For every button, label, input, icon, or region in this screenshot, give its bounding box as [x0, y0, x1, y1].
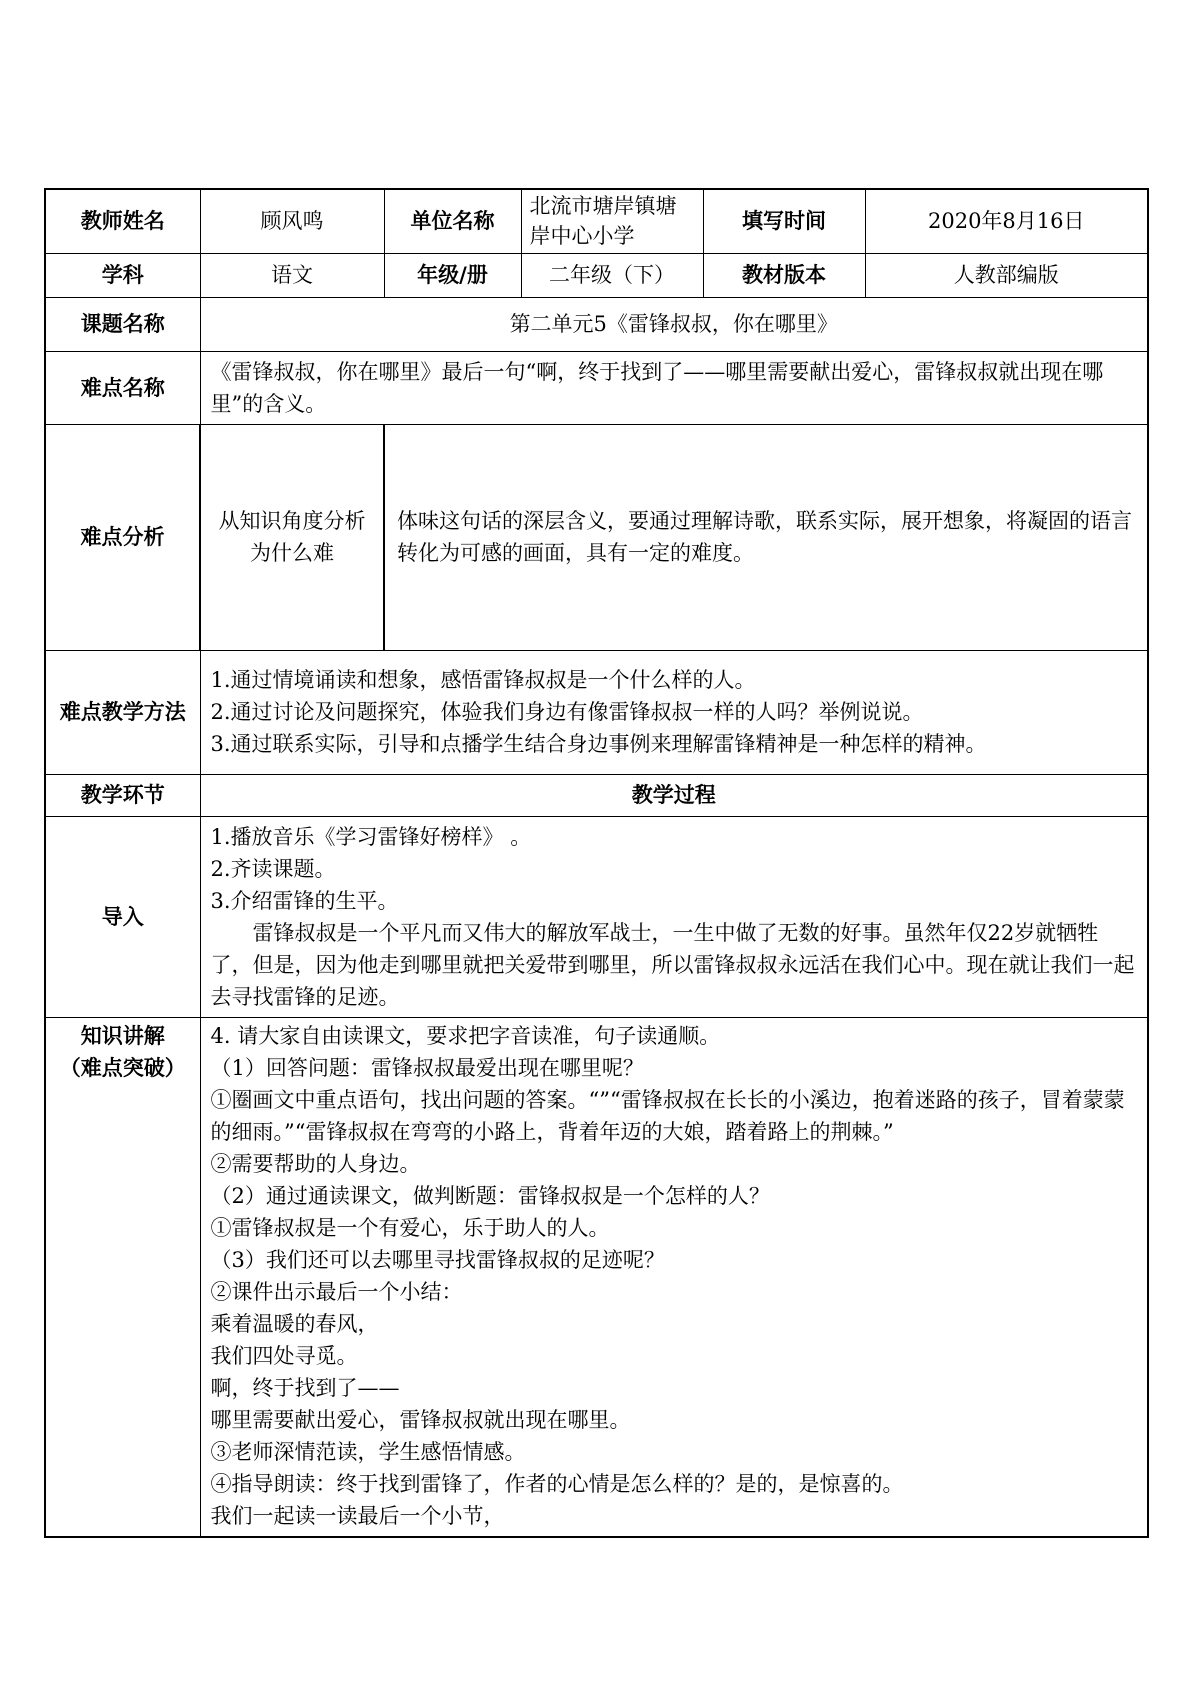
knowledge-line: ②需要帮助的人身边。 [210, 1151, 421, 1176]
knowledge-content [200, 1017, 1148, 1537]
intro-line-1: 1.播放音乐《学习雷锋好榜样》 。 [210, 824, 532, 849]
intro-line-3: 3.介绍雷锋的生平。 [210, 888, 399, 913]
analysis-sublabel: 从知识角度分析为什么难 [200, 424, 384, 650]
method-item-3: 3.通过联系实际，引导和点播学生结合身边事例来理解雷锋精神是一种怎样的精神。 [210, 732, 987, 756]
knowledge-line: （1）回答问题：雷锋叔叔最爱出现在哪里呢？ [210, 1055, 644, 1080]
knowledge-label-line1: 知识讲解 [80, 1023, 165, 1048]
knowledge-line: ③老师深情范读，学生感悟情感。 [210, 1439, 526, 1464]
edition-value: 人教部编版 [865, 253, 1148, 297]
intro-label: 导入 [45, 816, 200, 1017]
knowledge-line: 我们四处寻觅。 [210, 1343, 358, 1368]
method-item-2: 2.通过讨论及问题探究，体验我们身边有像雷锋叔叔一样的人吗？举例说说。 [210, 700, 924, 724]
knowledge-label [45, 1017, 200, 1537]
date-label: 填写时间 [703, 189, 865, 253]
topic-value: 第二单元5《雷锋叔叔，你在哪里》 [200, 297, 1148, 351]
knowledge-line: （3）我们还可以去哪里寻找雷锋叔叔的足迹呢？ [210, 1247, 665, 1272]
knowledge-line: 4. 请大家自由读课文，要求把字音读准，句子读通顺。 [210, 1023, 721, 1048]
teacher-label: 教师姓名 [45, 189, 200, 253]
knowledge-line: ①圈画文中重点语句，找出问题的答案。“”“雷锋叔叔在长长的小溪边，抱着迷路的孩子，冒着蒙蒙的细雨。”“雷锋叔叔在弯弯的小路上，背着年迈的大娘，踏着路上的荆棘。” [210, 1087, 1125, 1144]
grade-value: 二年级（下） [521, 253, 703, 297]
knowledge-label-line2: （难点突破） [59, 1055, 186, 1080]
topic-label: 课题名称 [45, 297, 200, 351]
date-value: 2020年8月16日 [865, 189, 1148, 253]
knowledge-line: ④指导朗读：终于找到雷锋了，作者的心情是怎么样的？是的，是惊喜的。 [210, 1471, 904, 1496]
method-item-1: 1.通过情境诵读和想象，感悟雷锋叔叔是一个什么样的人。 [210, 668, 756, 692]
intro-paragraph: 雷锋叔叔是一个平凡而又伟大的解放军战士，一生中做了无数的好事。虽然年仅22岁就牺牲了，但是，因为他走到哪里就把关爱带到哪里，所以雷锋叔叔永远活在我们心中。现在就让我们一起去寻找雷锋的足迹。 [210, 920, 1135, 1009]
knowledge-line: ①雷锋叔叔是一个有爱心，乐于助人的人。 [210, 1215, 610, 1240]
difficulty-value: 《雷锋叔叔，你在哪里》最后一句“啊，终于找到了——哪里需要献出爱心，雷锋叔叔就出现在哪里”的含义。 [200, 351, 1148, 424]
teacher-name: 顾风鸣 [200, 189, 384, 253]
knowledge-line: 我们一起读一读最后一个小节， [210, 1503, 505, 1528]
methods-list [200, 650, 1148, 774]
knowledge-line: 哪里需要献出爱心，雷锋叔叔就出现在哪里。 [210, 1407, 631, 1432]
analysis-label: 难点分析 [45, 424, 200, 650]
intro-line-2: 2.齐读课题。 [210, 856, 336, 881]
analysis-value: 体味这句话的深层含义，要通过理解诗歌，联系实际，展开想象，将凝固的语言转化为可感的画面，具有一定的难度。 [384, 424, 1148, 650]
subject-value: 语文 [200, 253, 384, 297]
subject-label: 学科 [45, 253, 200, 297]
unit-name: 北流市塘岸镇塘岸中心小学 [521, 189, 703, 253]
unit-label: 单位名称 [384, 189, 521, 253]
process-label: 教学过程 [200, 774, 1148, 816]
lesson-plan-table [44, 188, 1149, 1538]
stage-label: 教学环节 [45, 774, 200, 816]
difficulty-label: 难点名称 [45, 351, 200, 424]
intro-content [200, 816, 1148, 1017]
edition-label: 教材版本 [703, 253, 865, 297]
lesson-plan-sheet [44, 188, 1147, 1538]
knowledge-line: 啊，终于找到了—— [210, 1375, 400, 1400]
methods-label: 难点教学方法 [45, 650, 200, 774]
knowledge-line: 乘着温暖的春风， [210, 1311, 379, 1336]
knowledge-line: ②课件出示最后一个小结： [210, 1279, 463, 1304]
grade-label: 年级/册 [384, 253, 521, 297]
knowledge-line: （2）通过通读课文，做判断题：雷锋叔叔是一个怎样的人？ [210, 1183, 770, 1208]
